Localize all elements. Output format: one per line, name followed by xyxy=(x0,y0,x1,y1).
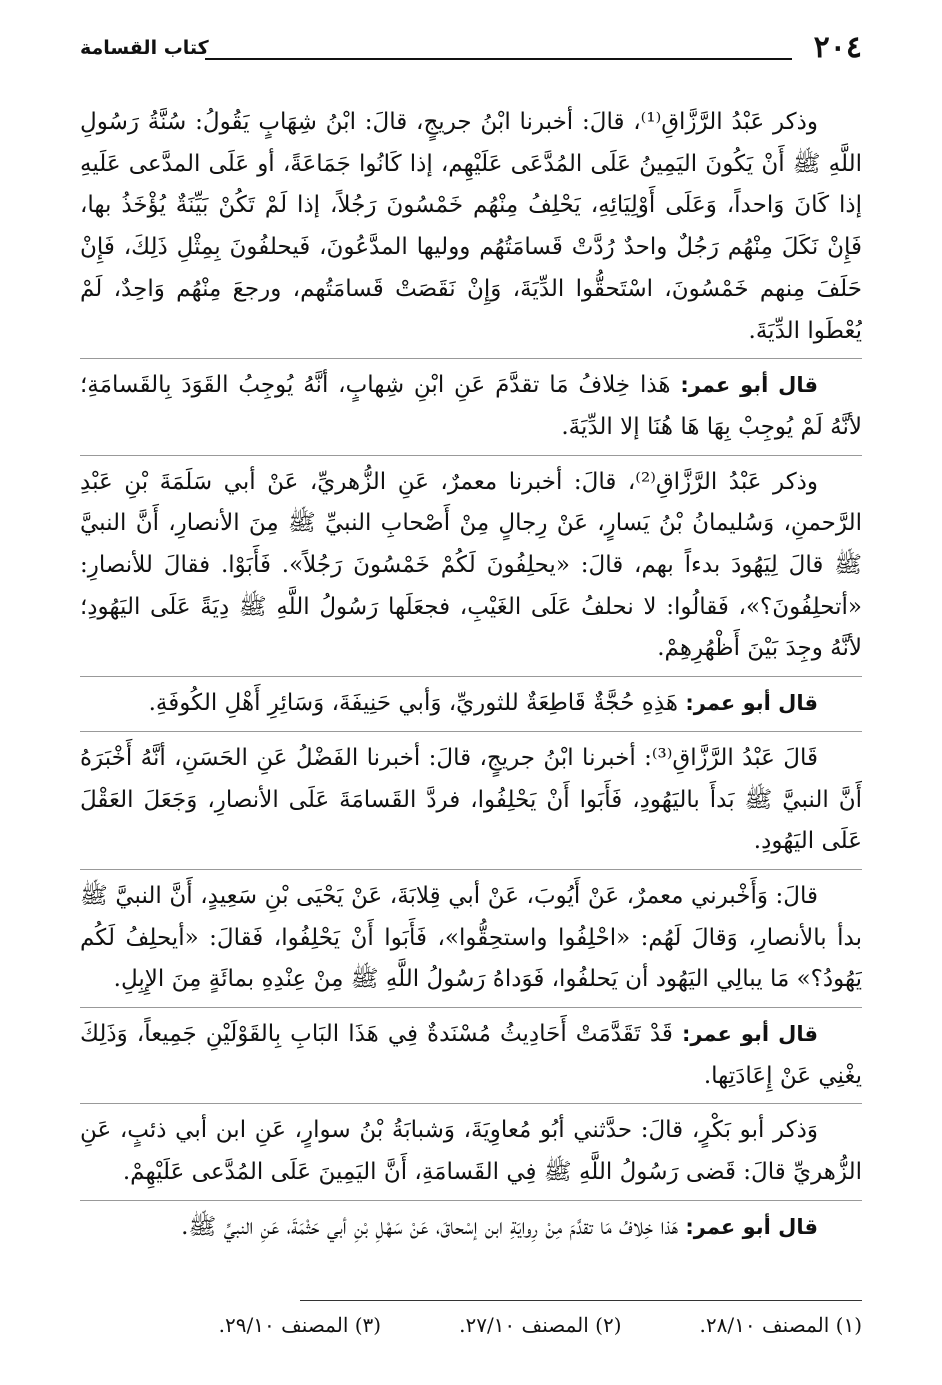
separator xyxy=(80,731,862,732)
paragraph-text: وذكر عَبْدُ الرَّزَّاقِ⁽²⁾، قالَ: أخبرنا معمرٌ، عَنِ الزُّهريِّ، عَنْ أبي سَلَمَةَ بْنِ عَبْدِ الرَّحمنِ، وَسُليمانُ بْنُ يَسارٍ، عَنْ رِجالٍ مِنْ أَصْحابِ النبيِّ ﷺ مِنَ الأنصارِ، أَنَّ النبيَّ ﷺ قالَ لِيَهُودَ بدءاً بهم، قالَ: «يحلِفُونَ لَكُمْ خَمْسُونَ رَجُلاً». فَأَبَوْا. فقالَ للأنصارِ: «أتحلِفُونَ؟»، فَقالُوا: لا نحلفُ عَلَى الغَيْبِ، فجعَلَها رَسُولُ اللَّهِ ﷺ دِيَةً عَلَى اليَهُودِ؛ لأنَّهُ وجِدَ بَيْنَ أَظْهُرِهِمْ. xyxy=(80,468,862,662)
paragraph-text: هَذا خِلافُ مَا تقدَّمَ مِنْ رِوايَةِ ابن إسْحاقَ، عَنْ سَهْلِ بْنِ أبي حَثْمَةَ، عَنِ النبيِّ ﷺ. xyxy=(181,1213,679,1240)
header-rule xyxy=(205,58,792,60)
paragraph-4 xyxy=(80,683,862,725)
separator xyxy=(80,1103,862,1104)
paragraph-2 xyxy=(80,365,862,448)
footnote-1: (١) المصنف ٢٨/١٠. xyxy=(699,1313,862,1337)
paragraph-text: قَالَ عَبْدُ الرَّزَّاقِ⁽³⁾: أخبرنا ابْنُ جريجٍ، قالَ: أخبرنا الفَضْلُ عَنِ الحَسَنِ، أنَّهُ أَخْبَرَهُ أَنَّ النبيَّ ﷺ بَدأَ باليَهُودِ، فَأَبَوا أَنْ يَحْلِفُوا، فردَّ القَسامَةَ عَلَى الأنصارِ، وَجَعَلَ العَقْلَ عَلَى اليَهُودِ. xyxy=(80,744,862,855)
speaker-label: قال أبو عمر: xyxy=(681,1022,818,1047)
page-header xyxy=(80,30,862,70)
paragraph-1 xyxy=(80,102,862,352)
speaker-label: قال أبو عمر: xyxy=(685,691,818,716)
page-number: ٢٠٤ xyxy=(813,30,862,65)
paragraph-text: قَدْ تَقَدَّمَتْ أَحَادِيثُ مُسْنَدةٌ فِي هَذَا البَابِ بِالقَوْلَيْنِ جَمِيعاً، وَذَلِكَ يغْنِي عَنْ إِعَادَتِها. xyxy=(80,1021,862,1089)
separator xyxy=(80,1200,862,1201)
paragraph-9 xyxy=(80,1207,862,1249)
separator xyxy=(80,676,862,677)
separator xyxy=(80,1007,862,1008)
footnote-3: (٣) المصنف ٢٩/١٠. xyxy=(218,1313,382,1337)
paragraph-8 xyxy=(80,1110,862,1193)
page-body xyxy=(80,102,862,1292)
footnote-2: (٢) المصنف ٢٧/١٠. xyxy=(459,1313,622,1337)
paragraph-6 xyxy=(80,876,862,1001)
speaker-label: قال أبو عمر: xyxy=(680,373,818,398)
paragraph-text: قالَ: وَأَخْبرني معمرٌ، عَنْ أَيُوبَ، عَنْ أبي قِلابَةَ، عَنْ يَحْيَى بْنِ سَعِيدٍ، أَنَّ النبيَّ ﷺ بدأ بالأنصارِ، وَقالَ لَهُم: «احْلِفُوا واستحِقُّوا»، فَأَبَوا أَنْ يَحْلِفُوا، فَقالَ: «أيحلِفُ لَكُم يَهُودُ؟» مَا يبالِي اليَهُود أن يَحلفُوا، فَوَداهُ رَسُولُ اللَّهِ ﷺ مِنْ عِنْدِهِ بمائَةٍ مِنَ الإِبِلِ. xyxy=(80,882,862,993)
speaker-label: قال أبو عمر: xyxy=(685,1214,818,1239)
paragraph-3 xyxy=(80,462,862,671)
paragraph-7 xyxy=(80,1014,862,1097)
paragraph-5 xyxy=(80,738,862,863)
book-title: كتاب القسامة xyxy=(80,37,209,59)
footnote-rule xyxy=(300,1300,862,1301)
paragraph-text: هَذِهِ حُجَّةٌ قَاطِعَةٌ للثوريِّ، وَأبي حَنِيفَةَ، وَسَائِرِ أَهْلِ الكُوفَةِ. xyxy=(148,690,679,717)
paragraph-text: وذكر عَبْدُ الرَّزَّاقِ⁽¹⁾، قالَ: أخبرنا ابْنُ جريجٍ، قالَ: ابْنُ شِهَابٍ يَقُولُ: سُنَّةُ رَسُولِ اللَّهِ ﷺ أَنْ يَكُونَ اليَمِينُ عَلَى المُدَّعَى عَلَيْهِم، إذا كَانُوا جَمَاعَةً، أو عَلَى المدَّعى عَلَيهِ إذا كَانَ وَاحداً، وَعَلَى أَوْلِيَائِهِ، يَحْلِفُ مِنْهُم خَمْسُونَ رَجُلاً، إذا لَمْ تَكُنْ بَيِّنَةٌ يُؤْخَذُ بها، فَإِنْ نَكَلَ مِنْهُم رَجُلٌ واحدٌ رُدَّتْ قَسامَتُهُم ووليها المدَّعُونَ، فَيحلفُونَ بِمِثْلِ ذَلِكَ، فَإِنْ حَلَفَ مِنهم خَمْسُونَ، اسْتَحقُّوا الدِّيَةَ، وَإِنْ نَقَصَتْ قَسامَتُهم، ورجعَ مِنْهُم وَاحِدٌ، لَمْ يُعْطَوا الدِّيَةَ. xyxy=(80,109,862,344)
paragraph-text: وَذكر أبو بَكْرٍ، قالَ: حدَّثني أبُو مُعاوِيَةَ، وَشبابَةُ بْنُ سوارٍ، عَنِ ابن أبي ذئبٍ، عَنِ الزُّهريِّ قالَ: قَضى رَسُولُ اللَّهِ ﷺ فِي القَسامَةِ، أَنَّ اليَمِينَ عَلَى المُدَّعى عَلَيْهِمْ. xyxy=(80,1117,862,1186)
separator xyxy=(80,455,862,456)
paragraph-text: هَذا خِلافُ مَا تقدَّمَ عَنِ ابْنِ شِهابٍ، أنَّهُ يُوجِبُ القَوَدَ بِالقَسامَةِ؛ لأنَّهُ لَمْ يُوجِبْ بِهَا هَا هُنَا إلا الدِّيَةَ. xyxy=(80,372,862,440)
footnotes xyxy=(80,1310,862,1340)
separator xyxy=(80,358,862,359)
separator xyxy=(80,869,862,870)
